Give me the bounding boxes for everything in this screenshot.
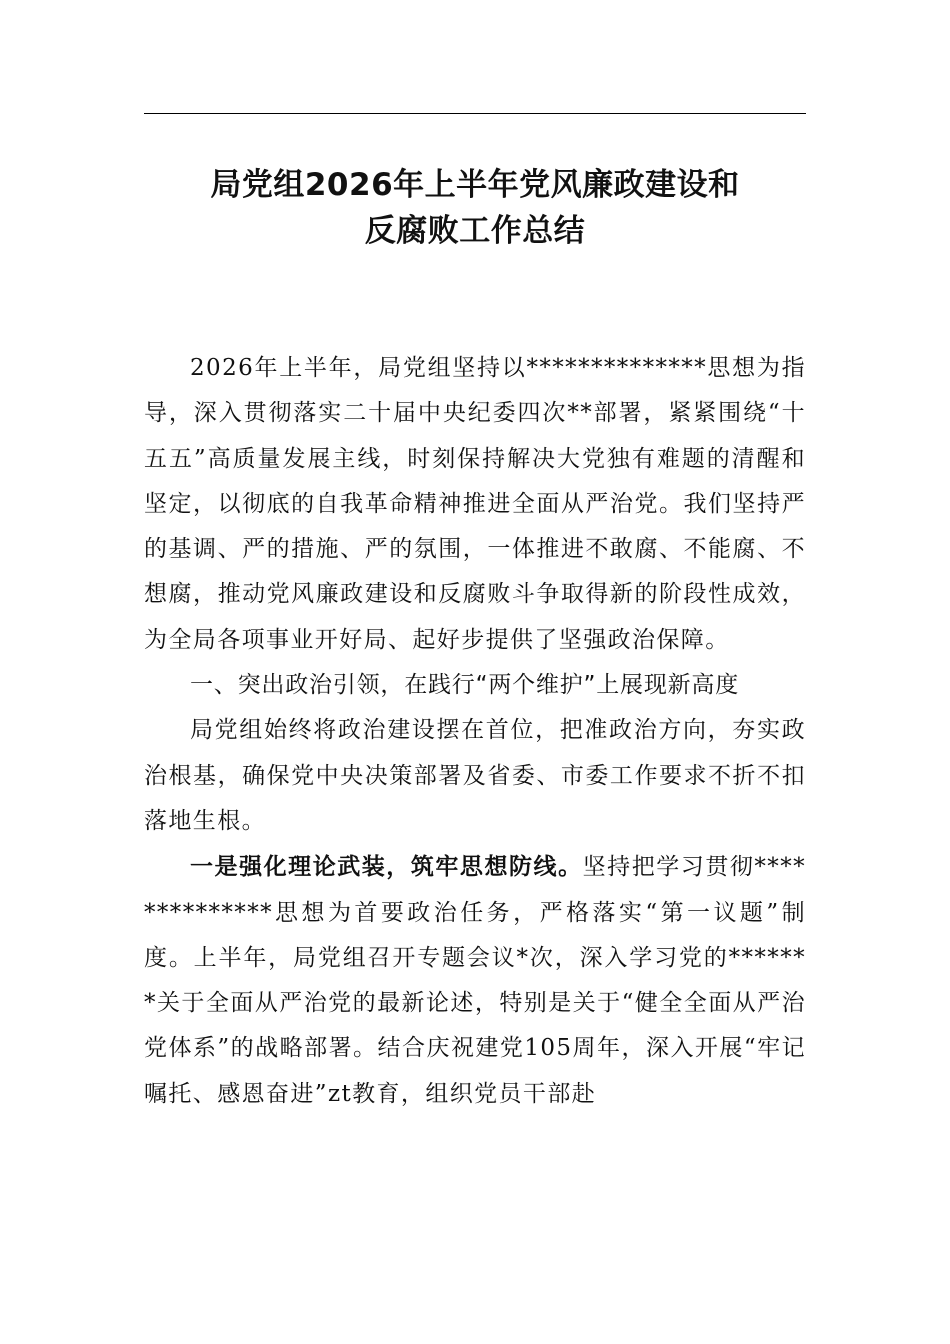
item-paragraph [144,844,806,1117]
intro-paragraph: 2026年上半年，局党组坚持以**************思想为指导，深入贯彻落实二十届中央纪委四次**部署，紧紧围绕“十五五”高质量发展主线，时刻保持解决大党独有难题的清醒和坚定，以彻底的自我革命精神推进全面从严治党。我们坚持严的基调、严的措施、严的氛围，一体推进不敢腐、不能腐、不想腐，推动党风廉政建设和反腐败斗争取得新的阶段性成效，为全局各项事业开好局、起好步提供了坚强政治保障。 [144,355,806,653]
document-title [144,162,806,254]
header-rule [144,113,806,114]
item-body: 坚持把学习贯彻**************思想为首要政治任务，严格落实“第一议题”制度。上半年，局党组召开专题会议*次，深入学习党的*******关于全面从严治党的最新论述，特别是关于“健全全面从严治党体系”的战略部署。结合庆祝建党105周年，深入开展“牢记嘱托、感恩奋进”zt教育，组织党员干部赴 [144,854,806,1107]
title-line-1: 局党组2026年上半年党风廉政建设和 [210,167,740,203]
section-heading: 一、突出政治引领，在践行“两个维护”上展现新高度 [190,672,740,699]
title-line-2: 反腐败工作总结 [364,213,586,249]
item-lead: 一是强化理论武装，筑牢思想防线。 [190,853,583,881]
section-paragraph: 局党组始终将政治建设摆在首位，把准政治方向，夯实政治根基，确保党中央决策部署及省委、市委工作要求不折不扣落地生根。 [144,717,806,834]
document-body [144,346,806,1117]
